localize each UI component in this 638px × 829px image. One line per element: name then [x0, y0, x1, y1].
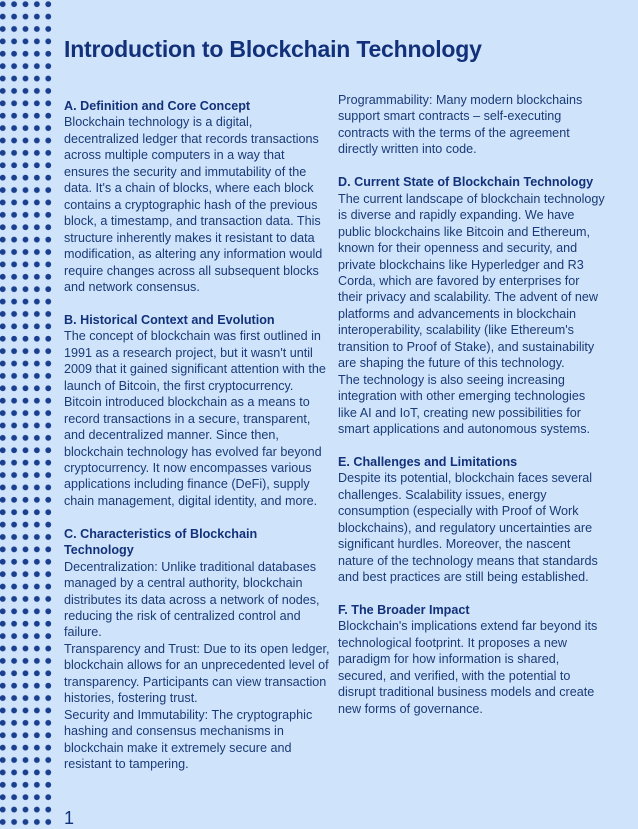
section-b-heading: B. Historical Context and Evolution: [64, 312, 275, 327]
section-a-text: Blockchain technology is a digital, decentralized ledger that records transactions across multiple computers in a way that ensures the security and immutability of the data. It's a chain of blocks, where each block contains a cryptographic hash of the previous block, a timestamp, and transaction data. This structure inherently makes it resistant to data modification, as altering any information would require changes across all subsequent blocks and network consensus.: [64, 115, 323, 294]
section-e-text: Despite its potential, blockchain faces several challenges. Scalability issues, energy consumption (especially with Proof of Work blockchains), and regulatory uncertainties are significant hurdles. Moreover, the nascent nature of the technology means that standards and best practices are still being established.: [338, 471, 598, 585]
section-d-text-2: The technology is also seeing increasing integration with other emerging technologies like AI and IoT, creating new possibilities for smart applications and autonomous systems.: [338, 372, 590, 437]
section-f-text: Blockchain's implications extend far beyond its technological footprint. It proposes a new paradigm for how information is shared, secured, and verified, with the potential to disrupt traditional business models and create new forms of governance.: [338, 619, 598, 716]
page-number: 1: [64, 808, 75, 828]
decorative-dot-pattern: [0, 0, 56, 826]
right-column: [338, 92, 606, 717]
section-f-heading: F. The Broader Impact: [338, 603, 470, 617]
section-c-transparency: Transparency and Trust: Due to its open ledger, blockchain allows for an unprecedented level of transparency. Participants can view transaction histories, fostering trust.: [64, 641, 330, 706]
section-b-text: The concept of blockchain was first outlined in 1991 as a research project, but it wasn't until 2009 that it gained significant attention with the launch of Bitcoin, the first cryptocurrency. Bitcoin introduced blockchain as a means to record transactions in a secure, transparent, and decentralized manner. Since then, blockchain technology has evolved far beyond cryptocurrency. It now encompasses various applications including finance (DeFi), supply chain management, digital identity, and more.: [64, 329, 326, 508]
page-title: Introduction to Blockchain Technology: [64, 36, 482, 62]
section-d-heading: D. Current State of Blockchain Technology: [338, 175, 594, 190]
section-a-heading: A. Definition and Core Concept: [64, 99, 251, 113]
left-column: [64, 98, 330, 773]
section-c-decentralization: Decentralization: Unlike traditional databases managed by a central authority, blockchain distributes its data across a network of nodes, reducing the risk of centralized control and failure.: [64, 559, 320, 640]
section-d-text: The current landscape of blockchain technology is diverse and rapidly expanding. We have public blockchains like Bitcoin and Ethereum, known for their openness and security, and private blockchains like Hyperledger and R3 Corda, which are favored by enterprises for their privacy and scalability. The advent of new platforms and advancements in blockchain interoperability, scalability (like Ethereum's transition to Proof of Stake), and sustainability are shaping the future of this technology.: [338, 191, 605, 371]
section-c-programmability: Programmability: Many modern blockchains support smart contracts – self-executing contracts with the terms of the agreement directly written into code.: [338, 93, 583, 157]
section-c-heading: C. Characteristics of Blockchain Technology: [64, 526, 258, 558]
section-e-heading: E. Challenges and Limitations: [338, 454, 518, 469]
section-c-security: Security and Immutability: The cryptographic hashing and consensus mechanisms in blockchain make it extremely secure and resistant to tampering.: [64, 707, 313, 772]
